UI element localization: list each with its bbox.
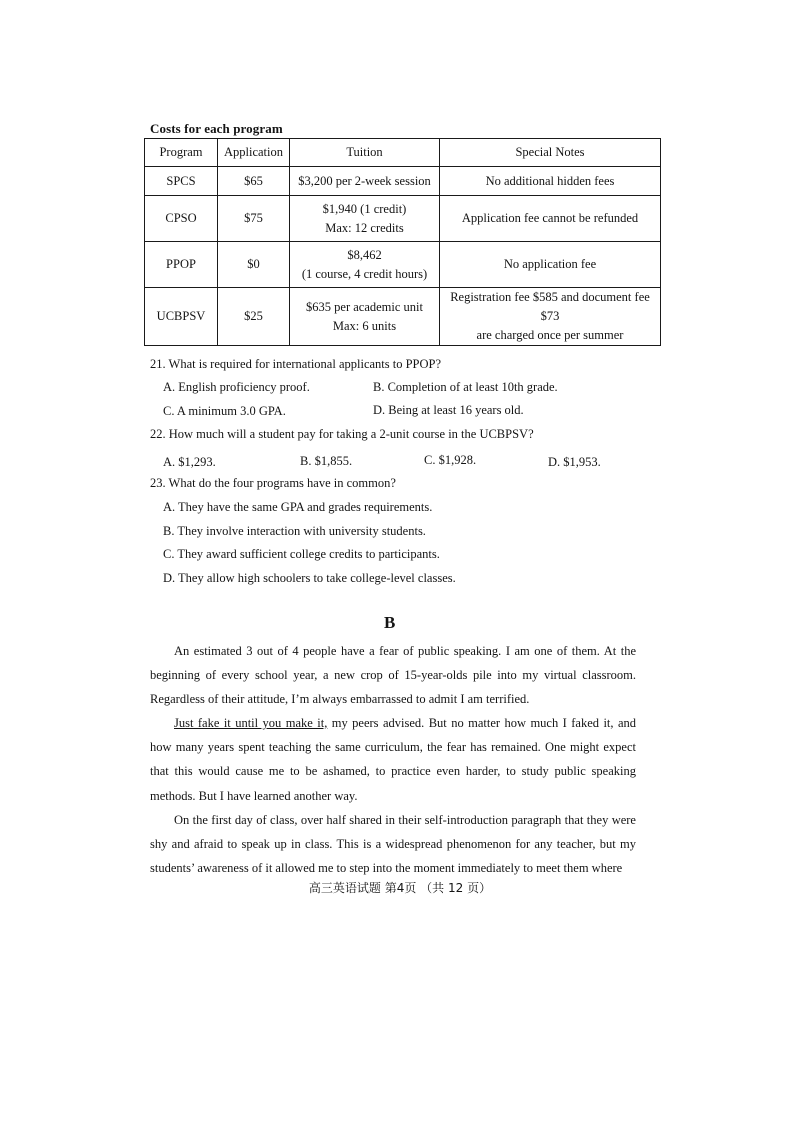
cell-notes xyxy=(440,196,661,242)
cell-notes xyxy=(440,288,661,346)
cell-program: CPSO xyxy=(145,196,218,242)
cell-program: SPCS xyxy=(145,167,218,196)
answer-option: A. They have the same GPA and grades requirements. xyxy=(163,500,433,514)
program-costs-table xyxy=(144,138,661,346)
cell-tuition xyxy=(290,242,440,288)
answer-option: D. $1,953. xyxy=(548,455,601,469)
header-tuition: Tuition xyxy=(290,139,440,167)
cell-application: $0 xyxy=(218,242,290,288)
notes-line: No application fee xyxy=(503,257,597,271)
table-row xyxy=(145,196,661,242)
section-b-title: B xyxy=(384,613,396,632)
cell-application: $25 xyxy=(218,288,290,346)
cell-program: UCBPSV xyxy=(145,288,218,346)
table-row xyxy=(145,167,661,196)
header-special-notes: Special Notes xyxy=(440,139,661,167)
cell-tuition xyxy=(290,288,440,346)
notes-line: Registration fee $585 and document fee $73 xyxy=(450,290,650,323)
answer-option: A. English proficiency proof. xyxy=(163,380,310,394)
cell-program: PPOP xyxy=(145,242,218,288)
answer-option: C. A minimum 3.0 GPA. xyxy=(163,404,286,418)
tuition-line: (1 course, 4 credit hours) xyxy=(301,266,428,281)
tuition-line: $3,200 per 2-week session xyxy=(298,173,431,188)
paragraph-text: On the first day of class, over half shared in their self-introduction paragraph that they were shy and afraid to speak up in class. This is a widespread phenomenon for any teacher, but my students’ awareness of it allowed me to step into the moment immediately to meet them where xyxy=(150,813,636,876)
answer-option: B. They involve interaction with university students. xyxy=(163,524,426,538)
cell-application: $75 xyxy=(218,196,290,242)
answer-option: D. They allow high schoolers to take college-level classes. xyxy=(163,571,456,585)
cell-tuition xyxy=(290,196,440,242)
header-program: Program xyxy=(145,139,218,167)
underlined-phrase: Just fake it until you make it, xyxy=(174,716,328,730)
tuition-line: Max: 6 units xyxy=(332,318,397,333)
notes-line: Application fee cannot be refunded xyxy=(461,211,639,225)
table-row xyxy=(145,242,661,288)
answer-option: C. They award sufficient college credits to participants. xyxy=(163,547,440,561)
notes-line: are charged once per summer xyxy=(476,328,624,342)
paragraph xyxy=(150,639,636,712)
question-stem: 23. What do the four programs have in common? xyxy=(150,476,396,490)
answer-option: B. Completion of at least 10th grade. xyxy=(373,380,558,394)
notes-line: No additional hidden fees xyxy=(485,173,615,188)
question-stem: 22. How much will a student pay for taking a 2-unit course in the UCBPSV? xyxy=(150,427,534,441)
paragraph xyxy=(150,808,636,881)
table-header-row xyxy=(145,139,661,167)
answer-option: C. $1,928. xyxy=(424,453,477,467)
paragraph-text: my peers advised. But no matter how much I faked it, and how many years spent teaching the same curriculum, the fear has remained. One might expect that this would cause me to be ashamed, to practice even harder, to study public speaking methods. But I have learned another way. xyxy=(150,716,637,803)
tuition-line: Max: 12 credits xyxy=(325,220,404,235)
cell-tuition xyxy=(290,167,440,196)
paragraph xyxy=(150,711,636,808)
paragraph-text: An estimated 3 out of 4 people have a fear of public speaking. I am one of them. At the beginning of every school year, a new crop of 15-year-olds pile into my virtual classroom. Regardless of their attitude, I’m always embarrassed to admit I am terrified. xyxy=(150,644,636,707)
answer-option: D. Being at least 16 years old. xyxy=(373,403,524,417)
page-footer: 高三英语试题 第4页 （共 12 页） xyxy=(308,881,492,895)
header-application: Application xyxy=(218,139,290,167)
cell-application: $65 xyxy=(218,167,290,196)
tuition-line: $635 per academic unit xyxy=(306,299,423,314)
cell-notes xyxy=(440,242,661,288)
table-row xyxy=(145,288,661,346)
question-stem: 21. What is required for international applicants to PPOP? xyxy=(150,357,442,371)
answer-option: B. $1,855. xyxy=(300,454,353,468)
tuition-line: $1,940 (1 credit) xyxy=(322,201,407,216)
answer-option: A. $1,293. xyxy=(163,455,216,469)
table-caption: Costs for each program xyxy=(150,121,283,136)
cell-notes xyxy=(440,167,661,196)
tuition-line: $8,462 xyxy=(347,247,382,262)
